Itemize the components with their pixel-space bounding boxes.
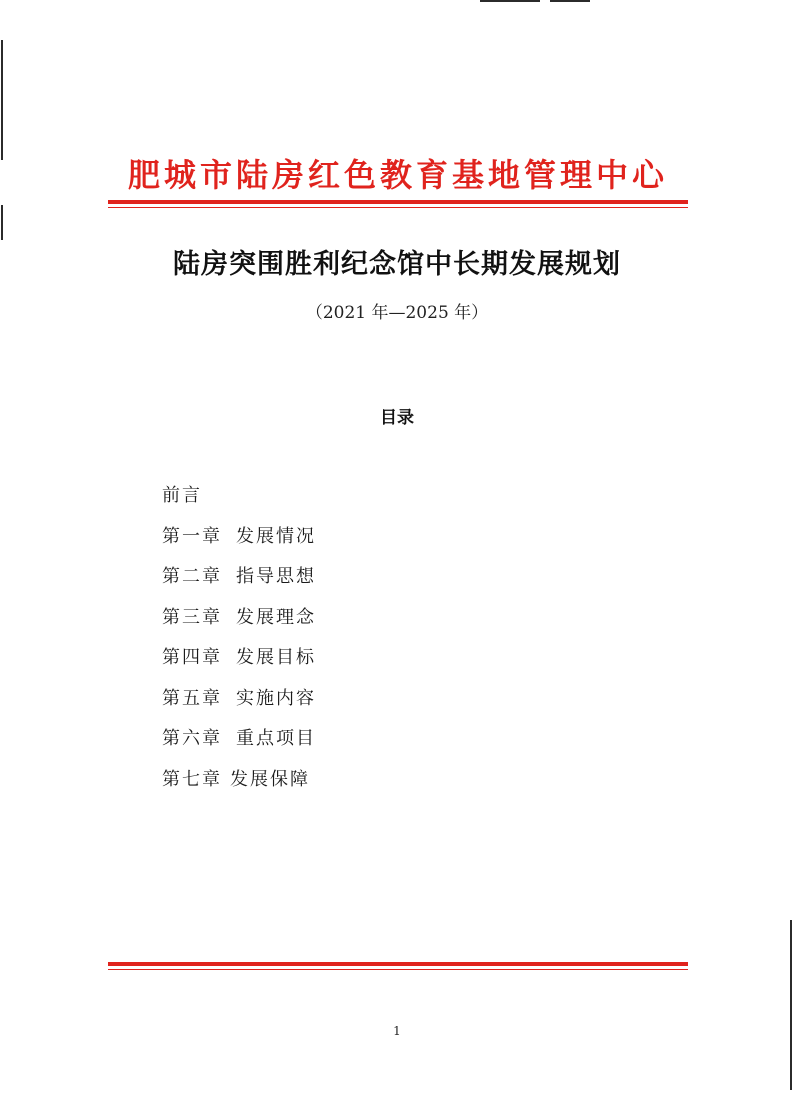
scan-edge-mark xyxy=(1,205,3,240)
toc-item-title: 发展保障 xyxy=(230,768,310,790)
toc-item-chapter-5[interactable] xyxy=(162,687,316,728)
toc-item-title: 发展目标 xyxy=(236,647,316,668)
toc-item-chapter-4[interactable] xyxy=(162,646,316,687)
toc-item-number: 第六章 xyxy=(162,728,222,749)
org-header-title: 肥城市陆房红色教育基地管理中心 xyxy=(127,156,668,194)
footer-red-rule-thin xyxy=(108,969,688,970)
toc-item-number: 第一章 xyxy=(162,525,222,547)
toc-item-title: 实施内容 xyxy=(236,687,316,709)
toc-item-chapter-3[interactable] xyxy=(162,606,316,647)
footer-red-rule-thick xyxy=(108,962,688,966)
toc-item-chapter-1[interactable] xyxy=(162,525,316,566)
header-red-rule-thick xyxy=(108,200,688,204)
toc-item-chapter-2[interactable] xyxy=(162,565,316,606)
toc-item-title: 指导思想 xyxy=(236,566,316,587)
document-title: 陆房突围胜利纪念馆中长期发展规划 xyxy=(173,249,621,280)
scan-edge-mark xyxy=(1,40,3,160)
toc-item-preface[interactable] xyxy=(162,484,316,525)
toc-item-chapter-7[interactable] xyxy=(162,768,316,809)
scan-edge-mark xyxy=(550,0,590,2)
page-number: 1 xyxy=(393,1024,401,1038)
toc-item-title: 重点项目 xyxy=(236,728,316,749)
toc-item-number: 第五章 xyxy=(162,687,222,709)
toc-item-number: 第三章 xyxy=(162,606,222,628)
scan-edge-mark xyxy=(790,920,792,1090)
scan-edge-mark xyxy=(480,0,540,2)
toc-item-chapter-6[interactable] xyxy=(162,727,316,768)
toc-item-title: 发展理念 xyxy=(236,606,316,628)
toc-item-title: 发展情况 xyxy=(236,525,316,547)
toc-item-number: 前言 xyxy=(162,485,202,506)
document-subtitle: （2021 年—2025 年） xyxy=(305,303,489,323)
toc-item-number: 第四章 xyxy=(162,647,222,668)
header-red-rule-thin xyxy=(108,207,688,208)
table-of-contents xyxy=(162,484,316,808)
toc-heading: 目录 xyxy=(380,408,414,428)
toc-item-number: 第七章 xyxy=(162,768,222,790)
toc-item-number: 第二章 xyxy=(162,566,222,587)
